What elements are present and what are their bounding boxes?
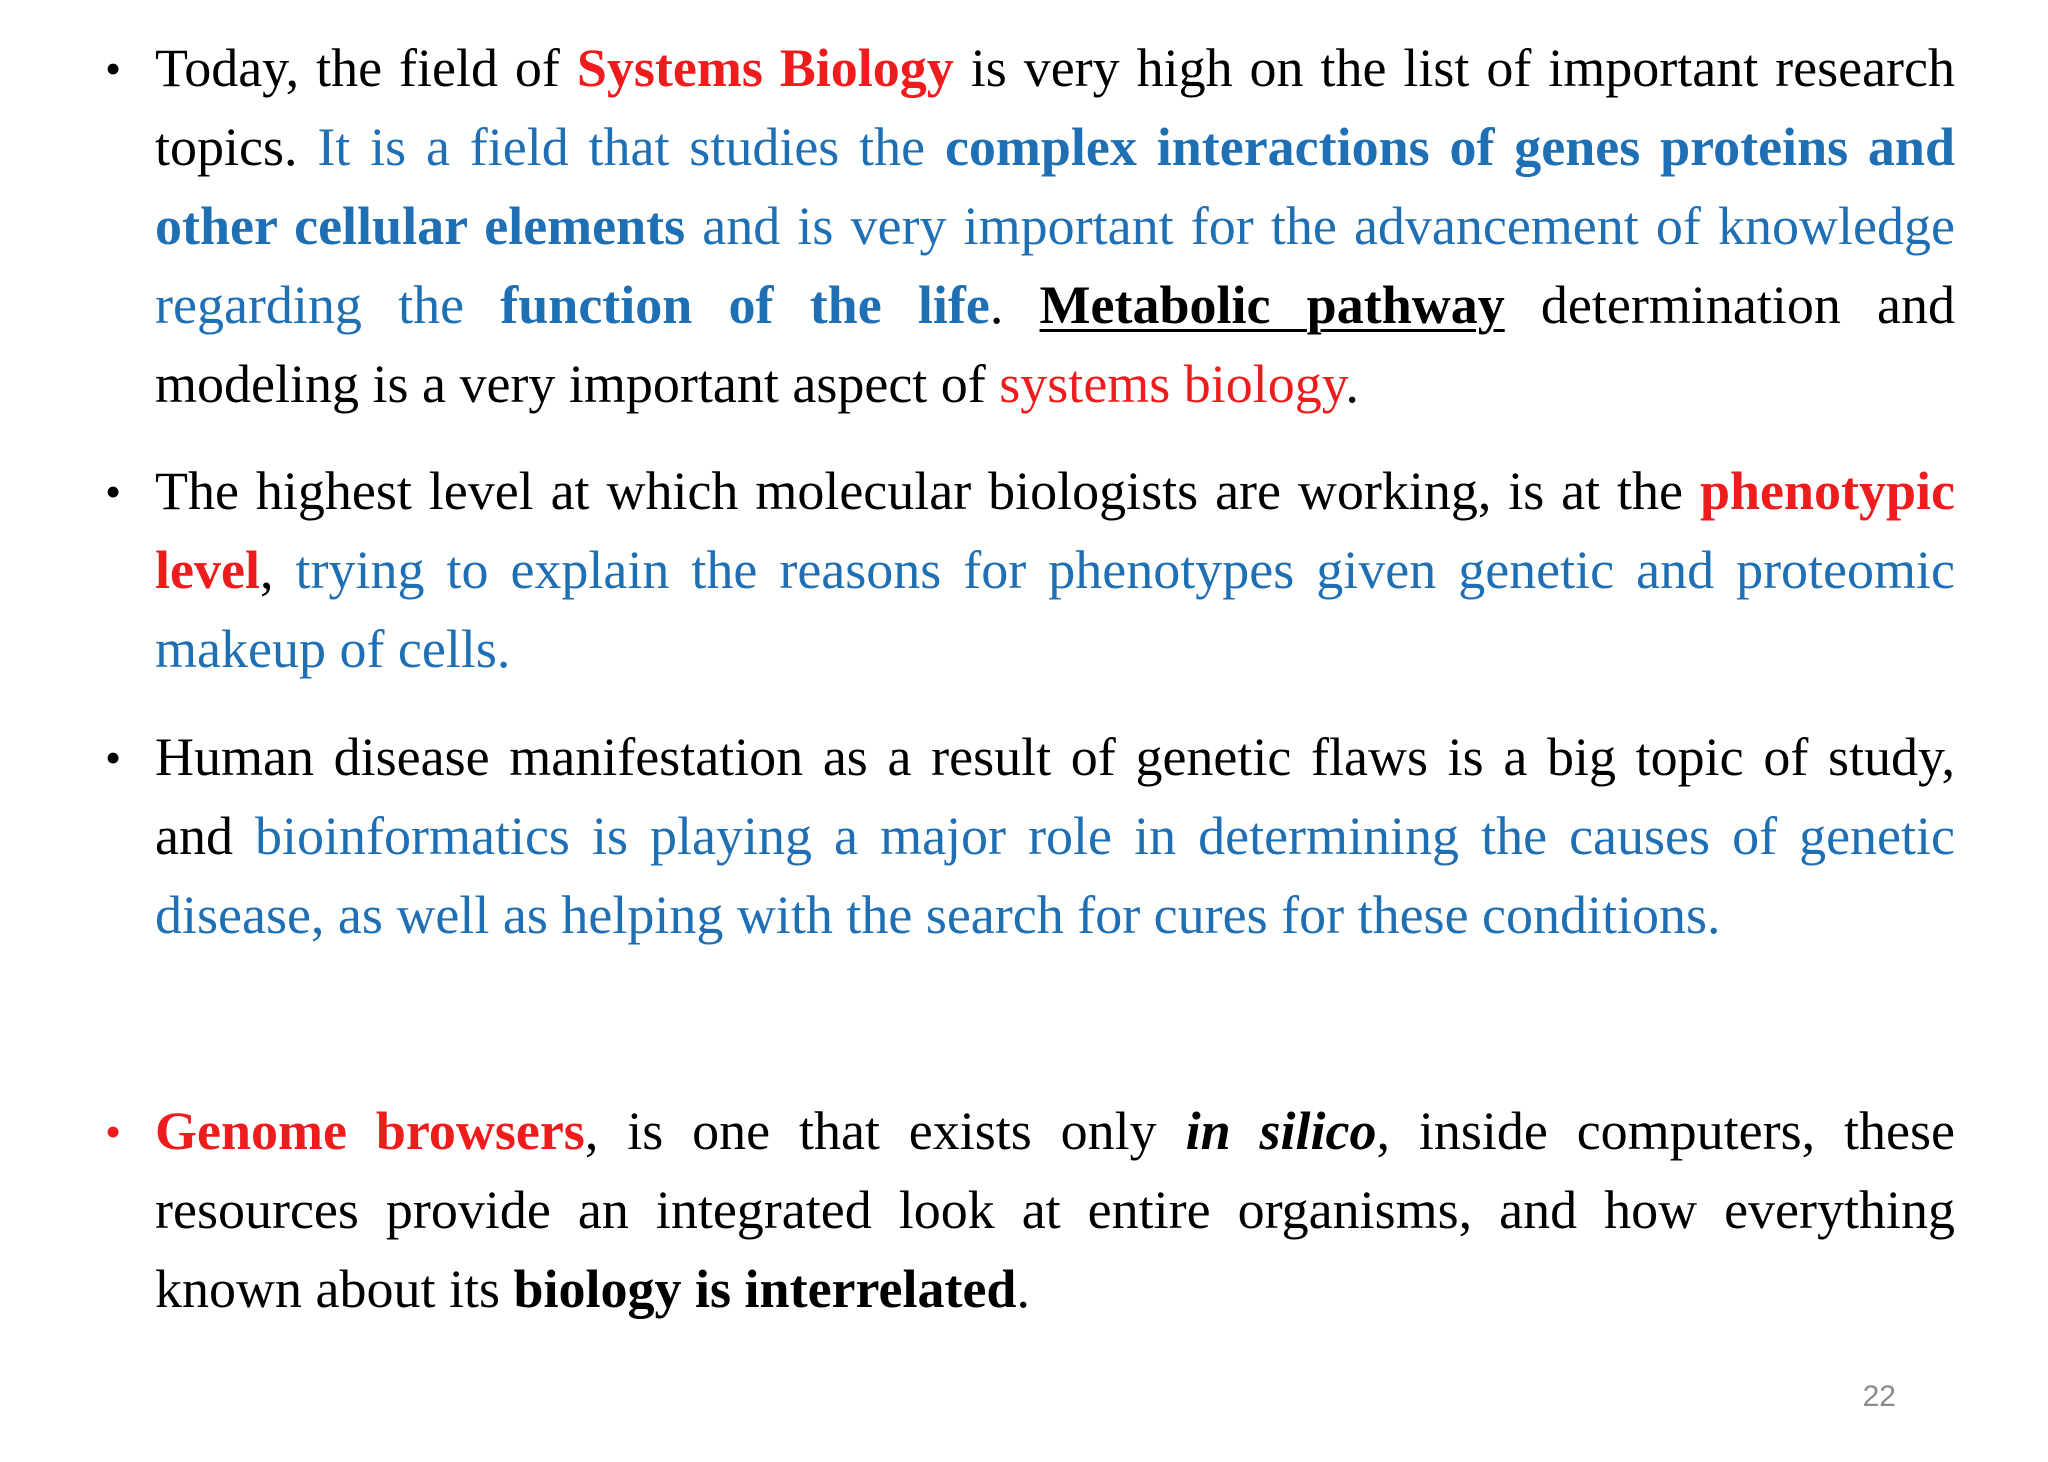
bullet-text (155, 452, 1955, 689)
highlight-function-of-life: function of the life (500, 275, 990, 335)
text-segment: , (259, 540, 296, 600)
highlight-biology-interrelated: biology is interrelated (513, 1259, 1017, 1319)
highlight-in-silico: in silico (1185, 1101, 1377, 1161)
bullet-marker: • (105, 466, 122, 517)
text-segment: , inside computers, these resources provide an integrated look at entire organisms, and how everything known about its (155, 1101, 1955, 1319)
text-segment: trying to explain the reasons for phenotypes given genetic and proteomic makeup of cells. (155, 540, 1955, 679)
text-segment: bioinformatics is playing a major role in determining the causes of genetic disease, as well as helping with the search for cures for these conditions. (155, 806, 1955, 945)
bullet-text (155, 718, 1955, 955)
bullet-text (155, 1092, 1955, 1329)
text-segment: Human disease manifestation as a result of genetic flaws is a big topic of study, and (155, 727, 1955, 866)
bullet-marker: • (105, 1106, 122, 1157)
bullet-marker: • (105, 732, 122, 783)
text-segment: is very high on the list of important research topics. (155, 38, 1955, 177)
text-segment: , is one that exists only (584, 1101, 1186, 1161)
text-segment: . (1345, 354, 1359, 414)
highlight-metabolic-pathway: Metabolic pathway (1039, 275, 1505, 335)
highlight-systems-biology-lower: systems biology (999, 354, 1346, 414)
text-segment: and is very important for the advancement of knowledge regarding the (155, 196, 1955, 335)
bullet-marker: • (105, 43, 122, 94)
highlight-genome-browsers: Genome browsers (155, 1101, 585, 1161)
text-segment: Today, the field of (155, 38, 577, 98)
highlight-systems-biology: Systems Biology (576, 38, 954, 98)
bullet-text (155, 29, 1955, 424)
text-segment: The highest level at which molecular biologists are working, is at the (155, 461, 1700, 521)
highlight-phenotypic-level: phenotypic level (155, 461, 1955, 600)
text-segment: . (1016, 1259, 1030, 1319)
page-number: 22 (1862, 1380, 1896, 1413)
text-segment: . (989, 275, 1040, 335)
text-segment: determination and modeling is a very important aspect of (155, 275, 1955, 414)
highlight-complex-interactions: complex interactions of genes proteins and other cellular elements (155, 117, 1955, 256)
text-segment: It is a field that studies the (317, 117, 945, 177)
